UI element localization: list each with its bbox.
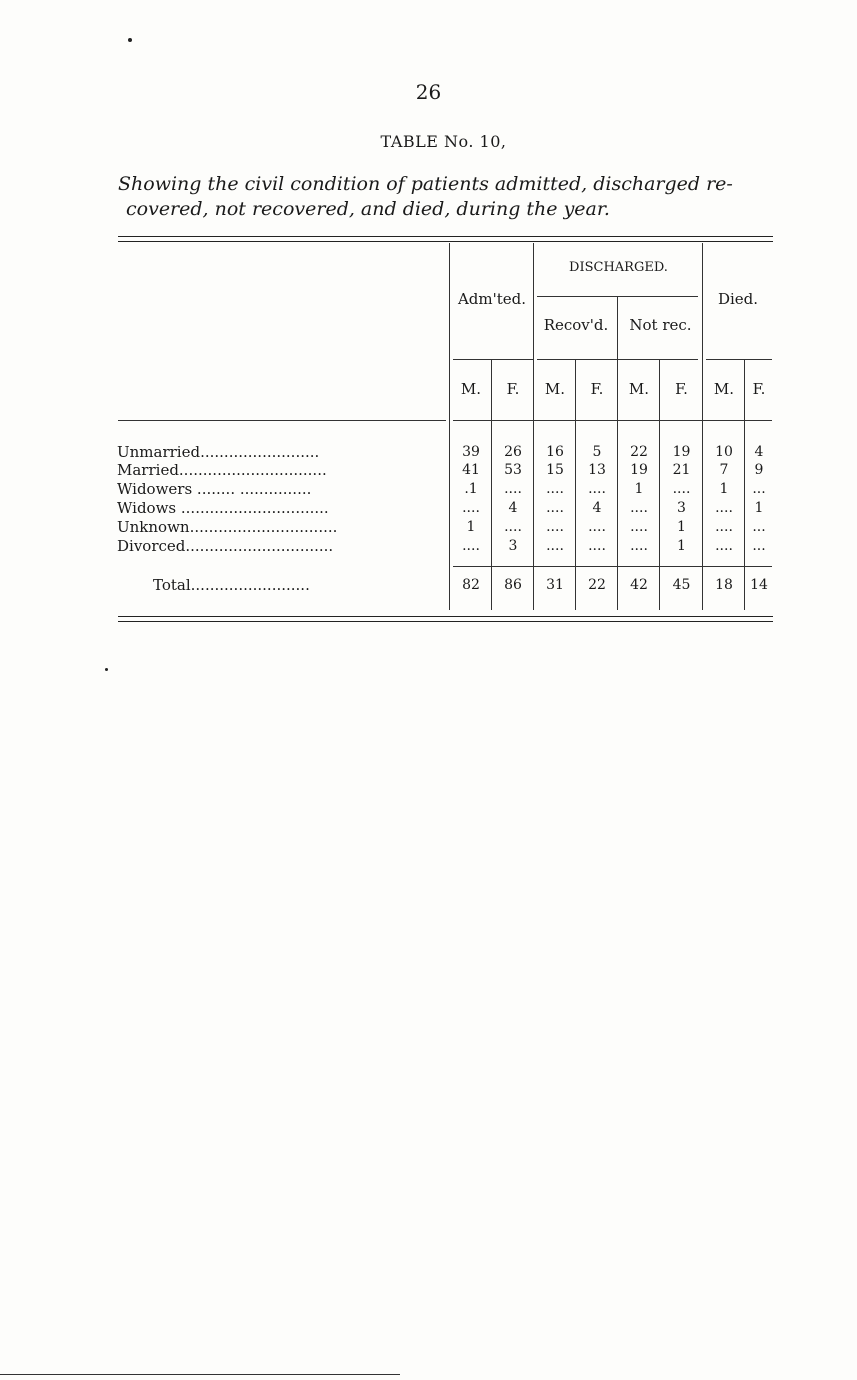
total-cell: 45 (672, 577, 691, 593)
discharged-underline (537, 296, 698, 297)
header-died: Died. (717, 290, 759, 308)
subtitle-line-2: covered, not recovered, and died, during the year. (126, 198, 610, 220)
col-divider (575, 360, 576, 610)
table-cell: ... (752, 519, 766, 535)
col-divider (744, 360, 745, 610)
table-cell: 21 (672, 462, 691, 478)
subheader-rule (537, 359, 698, 360)
ink-speck (128, 38, 132, 42)
table-cell: 19 (672, 444, 691, 460)
table-cell: .... (715, 519, 733, 535)
table-cell: .1 (464, 481, 478, 497)
table-title: TABLE No. 10, (380, 132, 507, 151)
table-cell: .... (504, 519, 522, 535)
col-divider (533, 243, 534, 610)
bottom-rule (118, 616, 773, 617)
total-label: Total......................... (153, 576, 310, 594)
total-cell: 31 (546, 577, 564, 593)
ink-speck (105, 668, 108, 671)
table-cell: .... (715, 500, 733, 516)
table-cell: 19 (630, 462, 648, 478)
table-cell: 1 (466, 519, 476, 535)
table-cell: 15 (546, 462, 564, 478)
header-not-recovered: Not rec. (629, 316, 692, 334)
table-cell: .... (504, 481, 522, 497)
table-cell: .... (630, 538, 648, 554)
header-f: F. (590, 380, 604, 398)
table-cell: 3 (677, 500, 686, 516)
table-cell: .... (462, 538, 480, 554)
row-label: Unknown............................... (117, 518, 338, 536)
table-cell: 4 (508, 500, 518, 516)
table-cell: 16 (546, 444, 564, 460)
table-cell: 4 (592, 500, 602, 516)
table-cell: .... (546, 481, 564, 497)
page-bottom-edge (0, 1374, 400, 1375)
header-f: F. (675, 380, 688, 398)
total-cell: 82 (462, 577, 480, 593)
table-cell: 1 (634, 481, 644, 497)
col-divider (617, 296, 618, 610)
row-label: Widowers ........ ............... (117, 480, 312, 498)
subheader-rule (453, 359, 533, 360)
table-cell: 26 (504, 444, 522, 460)
table-cell: .... (630, 519, 648, 535)
table-cell: 5 (592, 444, 602, 460)
table-cell: 53 (504, 462, 522, 478)
row-label: Married............................... (117, 461, 327, 479)
total-cell: 42 (630, 577, 648, 593)
table-cell: 10 (715, 444, 733, 460)
table-cell: 1 (677, 519, 686, 535)
header-f: F. (506, 380, 520, 398)
header-m: M. (713, 380, 735, 398)
top-rule (118, 236, 773, 237)
table-cell: .... (546, 538, 564, 554)
table-cell: 7 (719, 462, 729, 478)
table-cell: .... (546, 500, 564, 516)
header-f: F. (752, 380, 766, 398)
table-cell: 41 (462, 462, 480, 478)
header-admitted: Adm'ted. (457, 290, 527, 308)
col-divider (702, 243, 703, 610)
header-m: M. (460, 380, 482, 398)
header-bottom-rule (118, 420, 446, 421)
table-cell: .... (588, 538, 606, 554)
row-label: Widows ............................... (117, 499, 329, 517)
table-cell: ... (752, 481, 766, 497)
col-divider (659, 360, 660, 610)
table-cell: 39 (462, 444, 480, 460)
header-m: M. (544, 380, 566, 398)
table-cell: .... (588, 481, 606, 497)
total-cell: 86 (504, 577, 522, 593)
header-recovered: Recov'd. (543, 316, 609, 334)
table-cell: 9 (754, 462, 764, 478)
subheader-rule (706, 359, 772, 360)
table-cell: .... (462, 500, 480, 516)
table-cell: .... (630, 500, 648, 516)
total-cell: 18 (715, 577, 733, 593)
header-m: M. (628, 380, 650, 398)
table-cell: 1 (719, 481, 729, 497)
top-rule-inner (118, 241, 773, 242)
table-cell: 4 (754, 444, 764, 460)
page-number: 26 (415, 80, 442, 104)
table-subtitle (118, 172, 778, 222)
header-bottom-rule (453, 420, 772, 421)
col-divider (449, 243, 450, 610)
table-cell: 22 (630, 444, 648, 460)
total-cell: 22 (588, 577, 606, 593)
total-cell: 14 (750, 577, 768, 593)
table-cell: .... (546, 519, 564, 535)
table-cell: .... (715, 538, 733, 554)
header-discharged: DISCHARGED. (569, 260, 668, 275)
table-cell: 1 (677, 538, 686, 554)
row-label: Divorced............................... (117, 537, 334, 555)
table-cell: 13 (588, 462, 606, 478)
col-divider (491, 360, 492, 610)
table-cell: ... (752, 538, 766, 554)
table-cell: .... (588, 519, 606, 535)
table-cell: 1 (754, 500, 764, 516)
bottom-rule-outer (118, 621, 773, 622)
row-label: Unmarried......................... (117, 443, 320, 461)
subtitle-line-1: Showing the civil condition of patients admitted, discharged re- (118, 173, 733, 195)
table-cell: .... (672, 481, 691, 497)
table-cell: 3 (508, 538, 518, 554)
total-rule (453, 566, 772, 567)
